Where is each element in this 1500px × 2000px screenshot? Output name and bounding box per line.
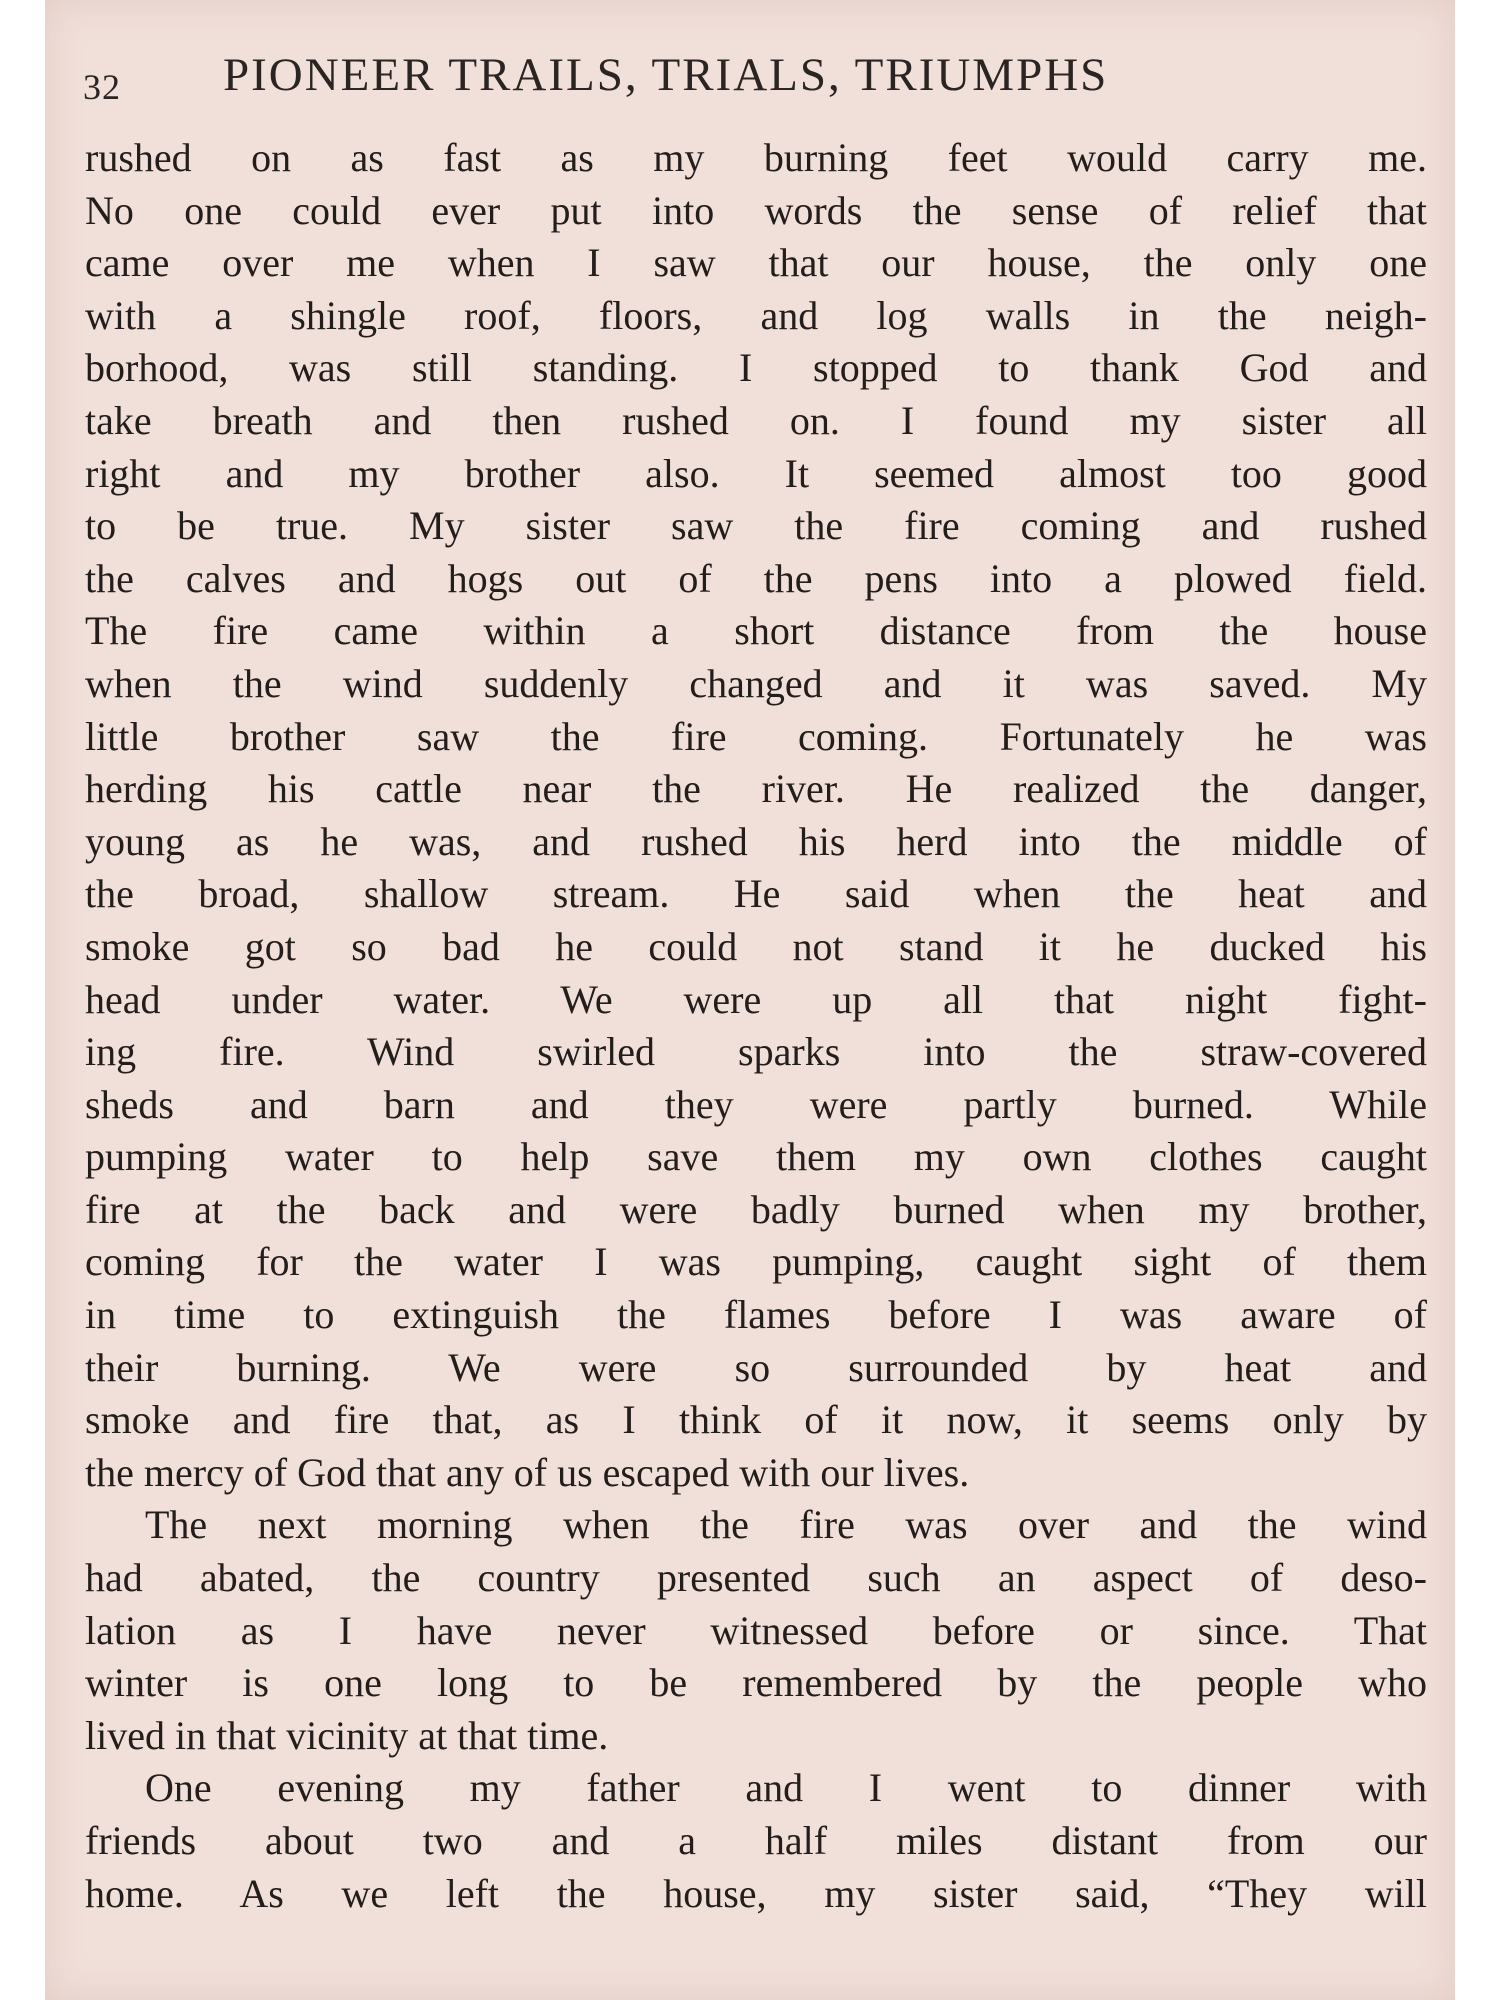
paragraph-first-line: One evening my father and I went to dinner with [145,1765,1427,1811]
text-line: ing fire. Wind swirled sparks into the straw-covered [85,1029,1427,1075]
text-line: the mercy of God that any of us escaped with our lives. [85,1449,970,1495]
text-line: borhood, was still standing. I stopped to thank God and [85,345,1427,391]
text-line: head under water. We were up all that night fight- [85,976,1427,1022]
text-line: to be true. My sister saw the fire coming and rushed [85,503,1427,549]
text-line: sheds and barn and they were partly burned. While [85,1081,1427,1127]
book-page [45,0,1455,2000]
body-text [85,132,1427,1920]
text-line: had abated, the country presented such an aspect of deso- [85,1555,1427,1601]
text-line: home. As we left the house, my sister said, “They will [85,1870,1427,1916]
text-line: lived in that vicinity at that time. [85,1712,609,1758]
text-line: their burning. We were so surrounded by heat and [85,1344,1427,1390]
text-line: fire at the back and were badly burned when my brother, [85,1186,1427,1232]
text-line: right and my brother also. It seemed almost too good [85,450,1427,496]
text-line: came over me when I saw that our house, the only one [85,240,1427,286]
text-line: herding his cattle near the river. He realized the danger, [85,766,1427,812]
page-header [83,48,1433,120]
text-line: pumping water to help save them my own clothes caught [85,1134,1427,1180]
text-line: with a shingle roof, floors, and log walls in the neigh- [85,292,1427,338]
text-line: smoke got so bad he could not stand it he ducked his [85,923,1427,969]
text-line: smoke and fire that, as I think of it now, it seems only by [85,1397,1427,1443]
page-number: 32 [83,67,121,107]
text-line: No one could ever put into words the sense of relief that [85,187,1427,233]
text-line: coming for the water I was pumping, caught sight of them [85,1239,1427,1285]
running-title: PIONEER TRAILS, TRIALS, TRIUMPHS [223,49,1109,101]
paragraph-first-line: The next morning when the fire was over and the wind [145,1502,1427,1548]
text-line: the calves and hogs out of the pens into a plowed field. [85,555,1427,601]
text-line: little brother saw the fire coming. Fortunately he was [85,713,1427,759]
text-line: young as he was, and rushed his herd into the middle of [85,818,1427,864]
text-line: lation as I have never witnessed before or since. That [85,1607,1427,1653]
text-line: in time to extinguish the flames before I was aware of [85,1292,1427,1338]
text-line: winter is one long to be remembered by the people who [85,1660,1427,1706]
text-line: rushed on as fast as my burning feet would carry me. [85,135,1427,180]
text-line: take breath and then rushed on. I found my sister all [85,397,1427,443]
text-line: when the wind suddenly changed and it was saved. My [85,660,1427,706]
text-line: The fire came within a short distance from the house [85,608,1427,654]
text-line: the broad, shallow stream. He said when the heat and [85,871,1427,917]
text-line: friends about two and a half miles distant from our [85,1818,1427,1863]
